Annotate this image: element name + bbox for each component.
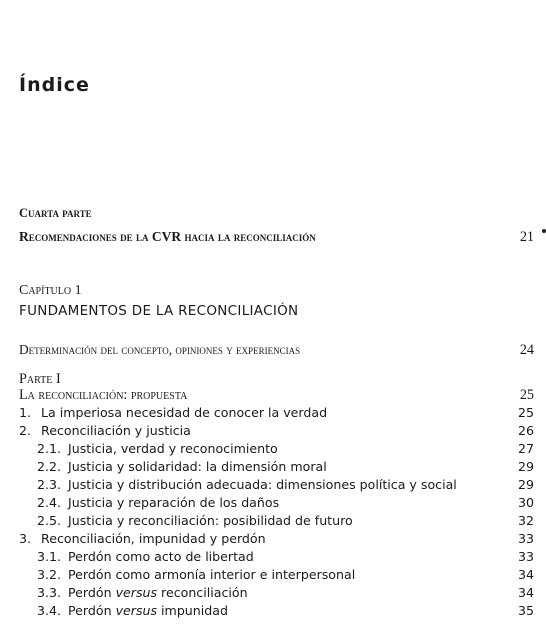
page-title: Índice xyxy=(19,74,90,96)
toc-entry-label xyxy=(19,423,500,439)
part1-label: Parte I xyxy=(19,371,61,387)
page-number: 24 xyxy=(519,342,534,358)
toc-entry-text-before: Perdón xyxy=(68,585,116,600)
page-number: 21 xyxy=(519,229,534,245)
part1-label-row xyxy=(19,371,536,387)
toc-entry-text: Justicia y reconciliación: posibilidad de futuro xyxy=(68,513,353,528)
toc-entry-number: 2.3. xyxy=(37,477,62,492)
page-number: 29 xyxy=(517,477,534,492)
page-number: 33 xyxy=(517,549,534,564)
page-number: 34 xyxy=(517,567,534,582)
toc-entry-number: 3.3. xyxy=(37,585,62,600)
page-number: 34 xyxy=(517,585,534,600)
toc-entry-text: Justicia y solidaridad: la dimensión moral xyxy=(68,459,327,474)
toc-entry xyxy=(19,405,536,421)
page-number: 27 xyxy=(517,441,534,456)
toc-entry-label xyxy=(19,477,500,493)
toc-entry xyxy=(19,387,536,403)
page-number: 29 xyxy=(517,459,534,474)
toc-entry xyxy=(19,585,536,601)
toc-entry-number: 3.2. xyxy=(37,567,62,582)
toc-entry-label xyxy=(19,405,500,421)
toc-entry-label xyxy=(19,441,500,457)
toc-entry xyxy=(19,549,536,565)
toc-entry-label: La reconciliación: propuesta xyxy=(19,387,188,403)
toc-entry-number: 2.1. xyxy=(37,441,62,456)
toc-entry-text: Reconciliación y justicia xyxy=(41,423,191,438)
toc-entry-label xyxy=(19,585,500,601)
toc-entry-number: 3.1. xyxy=(37,549,62,564)
part-label: Cuarta parte xyxy=(19,206,92,220)
toc-entry-number: 1. xyxy=(19,405,32,420)
toc-entry-number: 2. xyxy=(19,423,32,438)
toc-entry-number: 3.4. xyxy=(37,603,62,618)
toc-entry xyxy=(19,441,536,457)
toc-entry-label xyxy=(19,495,500,511)
page-number: 30 xyxy=(517,495,534,510)
toc-entry-number: 2.4. xyxy=(37,495,62,510)
chapter-title: FUNDAMENTOS DE LA RECONCILIACIÓN xyxy=(19,303,299,319)
toc-entry-label: Determinación del concepto, opiniones y experiencias xyxy=(19,342,301,357)
toc-entry xyxy=(19,513,536,529)
toc-entry-text: Justicia y reparación de los daños xyxy=(68,495,280,510)
toc-entry-text: Perdón como armonía interior e interpersonal xyxy=(68,567,356,582)
toc-entry-label xyxy=(19,513,500,529)
toc-entry-text-after: reconciliación xyxy=(157,585,248,600)
toc-entry-label xyxy=(19,531,500,547)
toc-entry xyxy=(19,459,536,475)
chapter-label: Capítulo 1 xyxy=(19,283,82,298)
toc-entry-text-before: Perdón xyxy=(68,603,116,618)
toc-entry-text: Perdón como acto de libertad xyxy=(68,549,254,564)
part-heading: Recomendaciones de la CVR hacia la reconciliación xyxy=(19,229,316,244)
toc-entry-determination xyxy=(19,342,536,358)
toc-entry-text: Justicia y distribución adecuada: dimensiones política y social xyxy=(68,477,457,492)
toc-entry xyxy=(19,423,536,439)
toc-entry-text: La imperiosa necesidad de conocer la verdad xyxy=(41,405,328,420)
toc-entry xyxy=(19,477,536,493)
toc-entry-text-after: impunidad xyxy=(157,603,228,618)
page-number: 25 xyxy=(517,405,534,420)
page-number: 25 xyxy=(519,387,534,403)
page-number: 26 xyxy=(517,423,534,438)
toc-entry-text: Justicia, verdad y reconocimiento xyxy=(68,441,278,456)
page-number: 35 xyxy=(517,603,534,618)
toc-entry-number: 2.2. xyxy=(37,459,62,474)
toc-entry-label xyxy=(19,567,500,583)
toc-entry-text-italic: versus xyxy=(115,585,158,600)
part-label-row xyxy=(19,205,536,221)
toc-entry-label xyxy=(19,459,500,475)
toc-entry xyxy=(19,567,536,583)
toc-entry xyxy=(19,603,536,619)
toc-entry-number: 3. xyxy=(19,531,32,546)
toc-entry-text: Reconciliación, impunidad y perdón xyxy=(41,531,266,546)
toc-entry-text-italic: versus xyxy=(115,603,158,618)
toc-entry xyxy=(19,531,536,547)
toc-entry-number: 2.5. xyxy=(37,513,62,528)
page-number: 32 xyxy=(517,513,534,528)
toc-entry-label xyxy=(19,549,500,565)
page-number: 33 xyxy=(517,531,534,546)
part-heading-row xyxy=(19,229,536,245)
toc-entry-label xyxy=(19,603,500,619)
ink-mark xyxy=(542,229,546,233)
toc-entry xyxy=(19,495,536,511)
